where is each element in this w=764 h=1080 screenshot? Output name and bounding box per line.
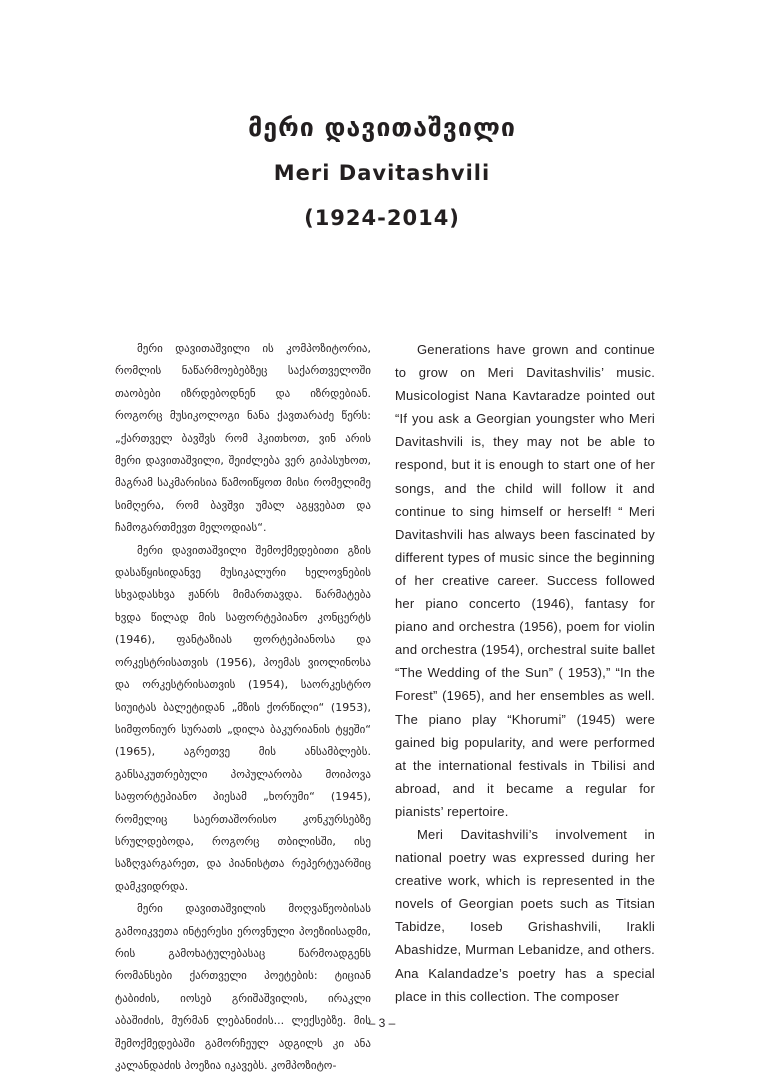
english-paragraph-1: Generations have grown and continue to grow on Meri Davitashvilis’ music. Musicologist Nana Kavtaradze pointed out “If you ask a Georgian youngster who Meri Davitashvili is, they may not be able to respond, but it is enough to start one of her songs, and the child will follow it and continue to sing himself or herself! “ Meri Davitashvili has always been fascinated by different types of music since the beginning of her creative career. Success followed her piano concerto (1946), fantasy for piano and orchestra (1956), poem for violin and orchestra (1954), orchestral suite ballet “The Wedding of the Sun” ( 1953),” “In the Forest” (1965), and her ensembles as well. The piano play “Khorumi” (1945) were gained big popularity, and were performed at the international festivals in Tbilisi and abroad, and it became a regular for pianists’ repertoire. (395, 342, 655, 819)
georgian-paragraph-1: მერი დავითაშვილი ის კომპოზიტორია, რომლის ნაწარმოებებზეც საქართველოში თაობები იზრდებოდნენ და იზრდებიან. როგორც მუსიკოლოგი ნანა ქავთარაძე წერს: „ქართველ ბავშვს რომ ჰკითხოთ, ვინ არის მერი დავითაშვილი, შეიძლება ვერ გიპასუხოთ, მაგრამ საკმარისია წამოიწყოთ მისი რომელიმე სიმღერა, რომ ბავშვი უმალ აგყვებათ და ჩამოგართმევთ მელოდიას“. (115, 342, 371, 535)
english-text-column (395, 338, 655, 1008)
georgian-paragraph-2: მერი დავითაშვილი შემოქმედებითი გზის დასაწყისიდანვე მუსიკალური ხელოვნების სხვადასხვა ჟანრს მიმართავდა. წარმატება ხვდა წილად მის საფორტეპიანო კონცერტს (1946), ფანტაზიას ფორტეპიანოსა და ორკესტრისათვის (1956), პოემას ვიოლინოსა და ორკესტრისათვის (1954), საორკესტრო სიუიტას ბალეტიდან „მზის ქორწილი“ (1953), სიმფონიურ სურათს „დილა ბაკურიანის ტყეში“ (1965), აგრეთვე მის ანსამბლებს. განსაკუთრებული პოპულარობა მოიპოვა საფორტეპიანო პიესამ „ხორუმი“ (1945), რომელიც საერთაშორისო კონკურსებზე სრულდებოდა, როგორც თბილისში, ისე საზღვარგარეთ, და პიანისტთა რეპერტუარშიც დამკვიდრდა. (115, 543, 371, 893)
english-paragraph-2: Meri Davitashvili’s involvement in national poetry was expressed during her creative work, which is represented in the novels of Georgian poets such as Titsian Tabidze, Ioseb Grishashvili, Irakli Abashidze, Murman Lebanidze, and others. Ana Kalandadze’s poetry has a special place in this collection. The composer (395, 826, 655, 1004)
page-title-georgian: მერი დავითაშვილი (248, 113, 516, 142)
page-title-english: Meri Davitashvili (273, 161, 491, 185)
georgian-paragraph-3: მერი დავითაშვილის მოღვაწეობისას გამოიკვეთა ინტერესი ეროვნული პოეზიისადმი, რის გამოხატულებასაც წარმოადგენს რომანსები ქართველი პოეტების: ტიციან ტაბიძის, იოსებ გრიშაშვილის, ირაკლი აბაშიძის, მურმან ლებანიძის... ლექსებზე. მის შემოქმედებაში გამორჩეულ ადგილს კი ანა კალანდაძის პოეზია იკავებს. კომპოზიტო- (115, 902, 371, 1072)
page-title-years: (1924-2014) (304, 206, 460, 230)
page-number: – 3 – (368, 1016, 396, 1030)
georgian-text-column (115, 338, 371, 1077)
